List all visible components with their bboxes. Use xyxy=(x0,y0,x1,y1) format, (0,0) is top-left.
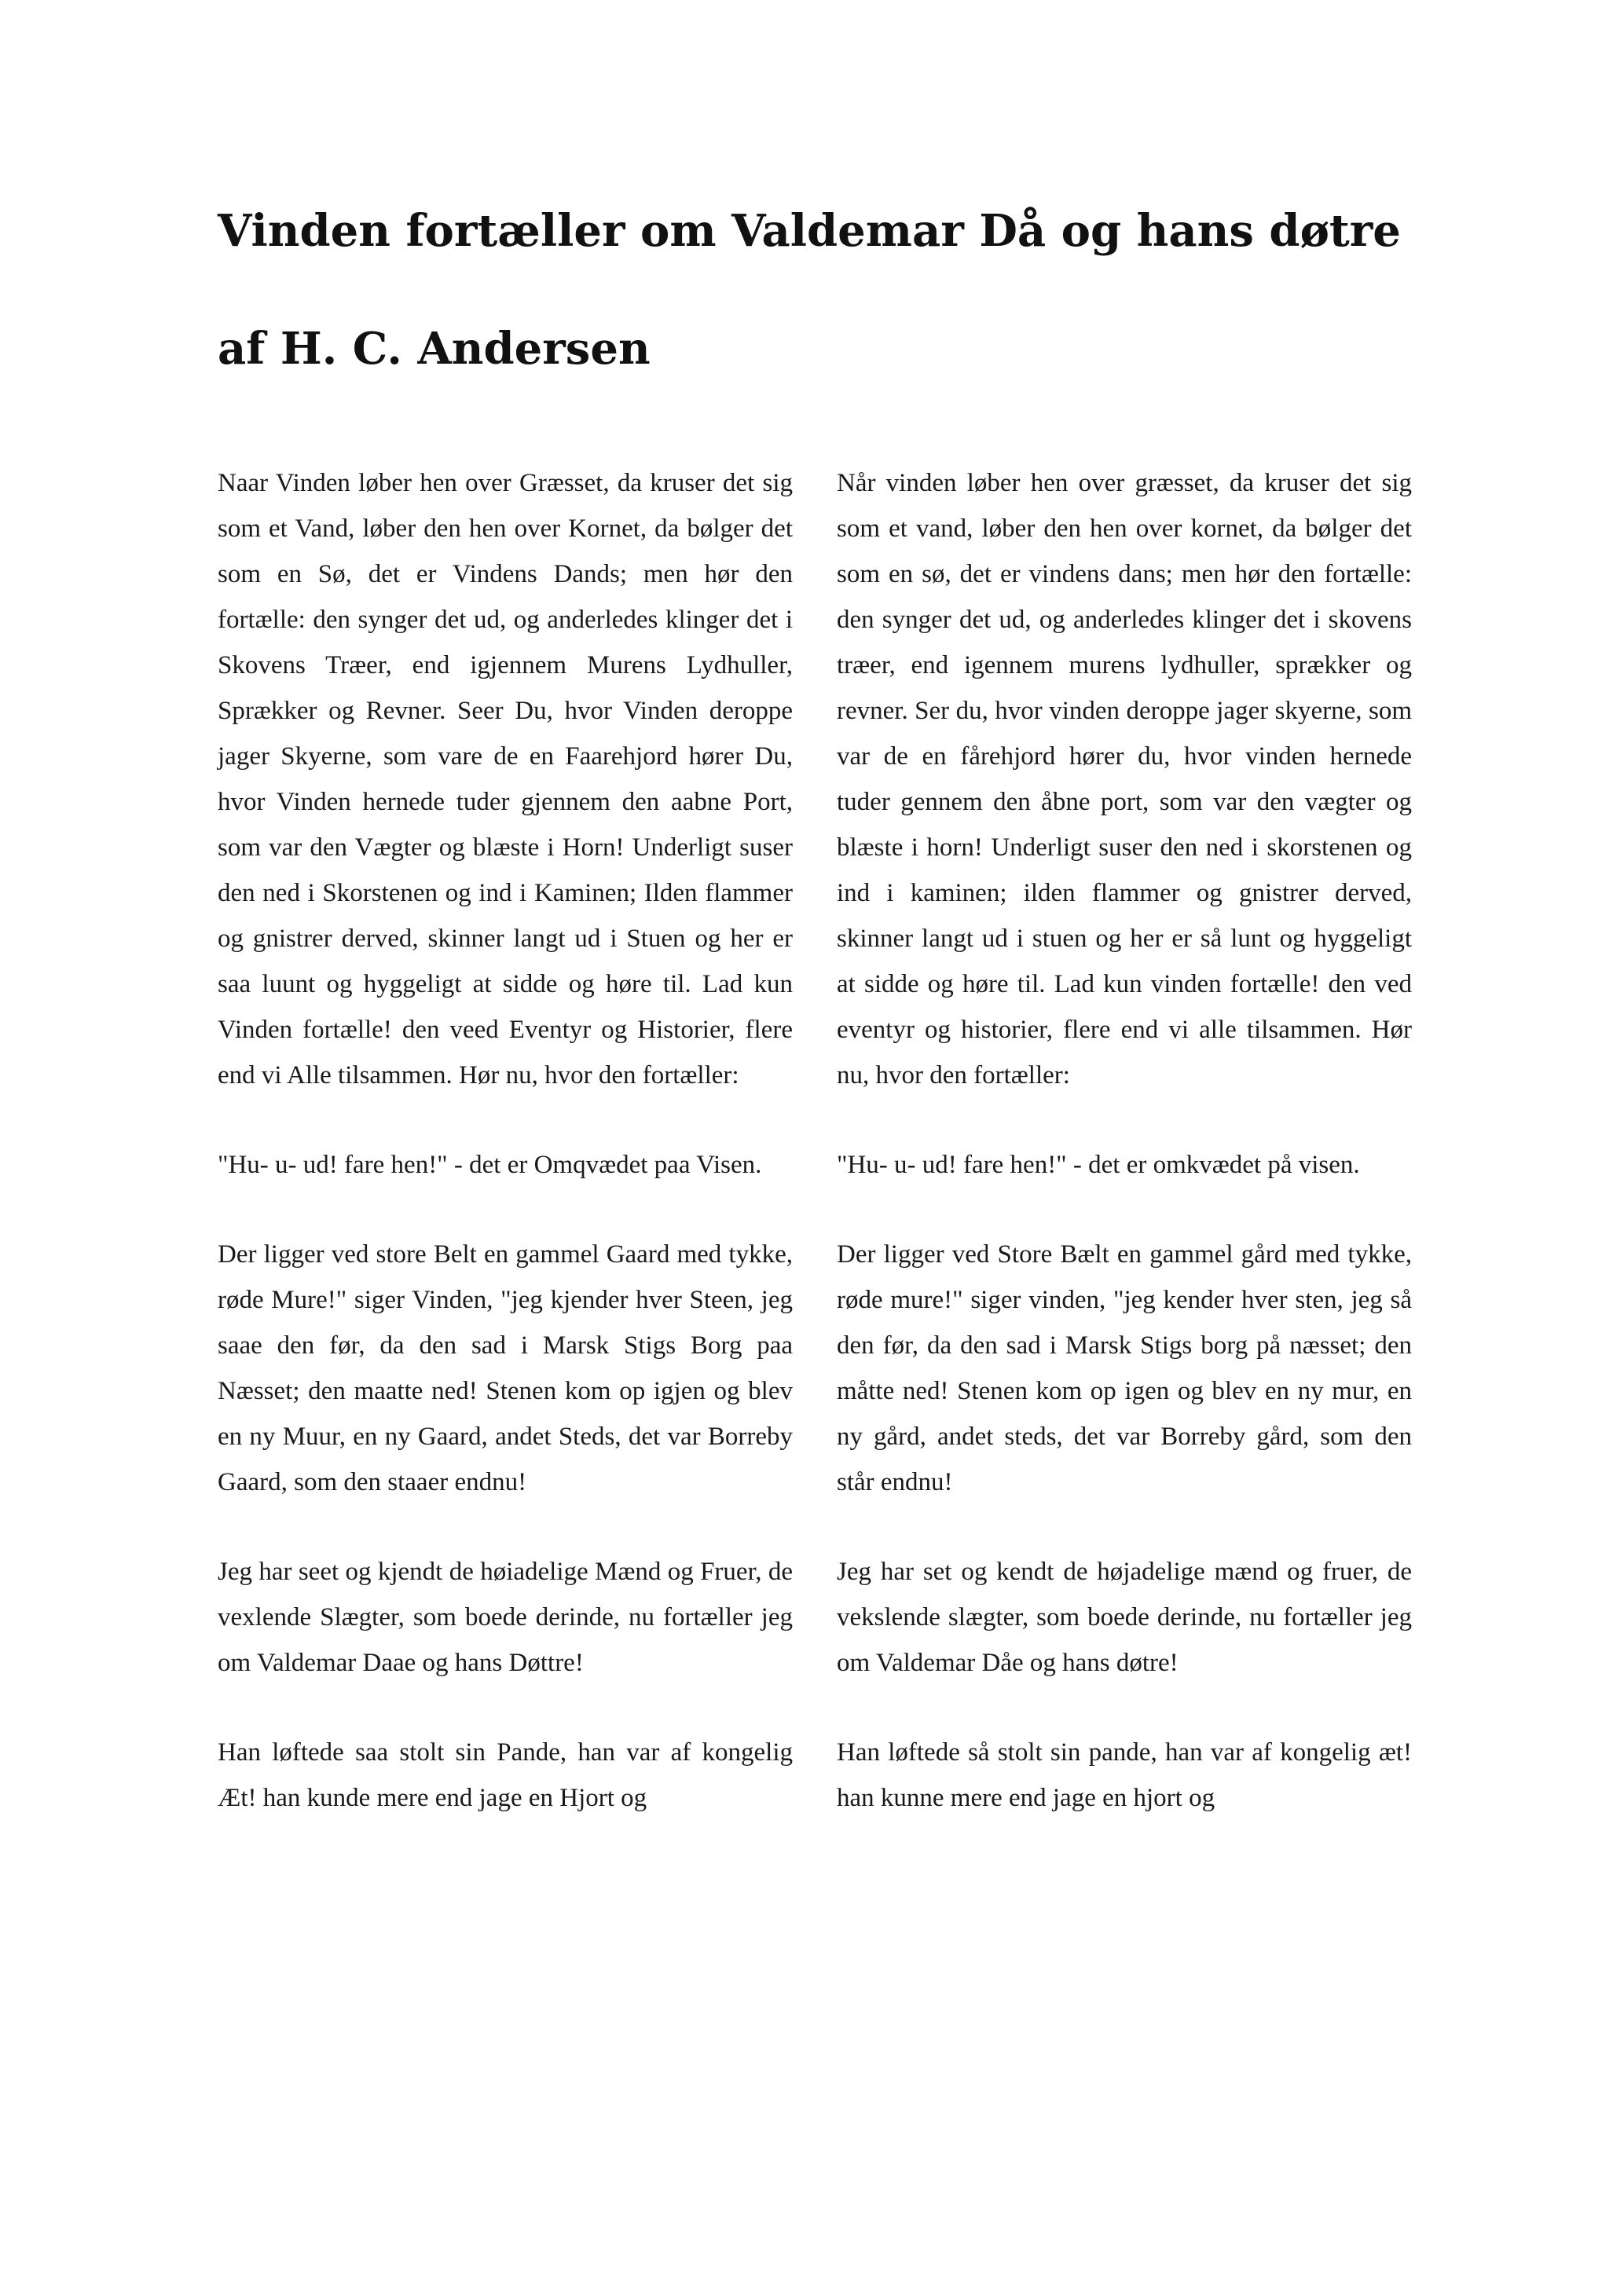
paragraph-row xyxy=(218,460,1412,1098)
paragraph-row xyxy=(218,1142,1412,1188)
original-text-paragraph: Der ligger ved store Belt en gammel Gaard med tykke, røde Mure!" siger Vinden, "jeg kjender hver Steen, jeg saae den før, da den sad i Marsk Stigs Borg paa Næsset; den maatte ned! Stenen kom op igjen og blev en ny Muur, en ny Gaard, andet Steds, det var Borreby Gaard, som den staaer endnu! xyxy=(218,1240,793,1496)
paragraph-row xyxy=(218,1730,1412,1821)
paragraph-row xyxy=(218,1549,1412,1686)
modern-text-paragraph: Når vinden løber hen over græsset, da kruser det sig som et vand, løber den hen over kornet, da bølger det som en sø, det er vindens dans; men hør den fortælle: den synger det ud, og anderledes klinger det i skovens træer, end igennem murens lydhuller, sprækker og revner. Ser du, hvor vinden deroppe jager skyerne, som var de en fårehjord hører du, hvor vinden hernede tuder gennem den åbne port, som var den vægter og blæste i horn! Underligt suser den ned i skorstenen og ind i kaminen; ilden flammer og gnistrer derved, skinner langt ud i stuen og her er så lunt og hyggeligt at sidde og høre til. Lad kun vinden fortælle! den ved eventyr og historier, flere end vi alle tilsammen. Hør nu, hvor den fortæller: xyxy=(837,469,1412,1089)
modern-text-paragraph: "Hu- u- ud! fare hen!" - det er omkvædet på visen. xyxy=(837,1151,1360,1179)
modern-text-paragraph: Han løftede så stolt sin pande, han var af kongelig æt! han kunne mere end jage en hjort og xyxy=(837,1738,1412,1812)
document-author: af H. C. Andersen xyxy=(218,323,651,375)
paragraph-row xyxy=(218,1232,1412,1505)
modern-text-paragraph: Der ligger ved Store Bælt en gammel gård med tykke, røde mure!" siger vinden, "jeg kender hver sten, jeg så den før, da den sad i Marsk Stigs borg på næsset; den måtte ned! Stenen kom op igen og blev en ny mur, en ny gård, andet steds, det var Borreby gård, som den står endnu! xyxy=(837,1240,1412,1496)
parallel-text-columns xyxy=(218,460,1412,1865)
modern-text-paragraph: Jeg har set og kendt de højadelige mænd og fruer, de vekslende slægter, som boede derinde, nu fortæller jeg om Valdemar Dåe og hans døtre! xyxy=(837,1558,1412,1677)
original-text-paragraph: Jeg har seet og kjendt de høiadelige Mænd og Fruer, de vexlende Slægter, som boede derinde, nu fortæller jeg om Valdemar Daae og hans Døttre! xyxy=(218,1558,793,1677)
original-text-paragraph: "Hu- u- ud! fare hen!" - det er Omqvædet paa Visen. xyxy=(218,1151,762,1179)
original-text-paragraph: Naar Vinden løber hen over Græsset, da kruser det sig som et Vand, løber den hen over Kornet, da bølger det som en Sø, det er Vindens Dands; men hør den fortælle: den synger det ud, og anderledes klinger det i Skovens Træer, end igjennem Murens Lydhuller, Sprækker og Revner. Seer Du, hvor Vinden deroppe jager Skyerne, som vare de en Faarehjord hører Du, hvor Vinden hernede tuder gjennem den aabne Port, som var den Vægter og blæste i Horn! Underligt suser den ned i Skorstenen og ind i Kaminen; Ilden flammer og gnistrer derved, skinner langt ud i Stuen og her er saa luunt og hyggeligt at sidde og høre til. Lad kun Vinden fortælle! den veed Eventyr og Historier, flere end vi Alle tilsammen. Hør nu, hvor den fortæller: xyxy=(218,469,793,1089)
document-title: Vinden fortæller om Valdemar Då og hans døtre xyxy=(218,205,1401,257)
original-text-paragraph: Han løftede saa stolt sin Pande, han var af kongelig Æt! han kunde mere end jage en Hjort og xyxy=(218,1738,793,1812)
